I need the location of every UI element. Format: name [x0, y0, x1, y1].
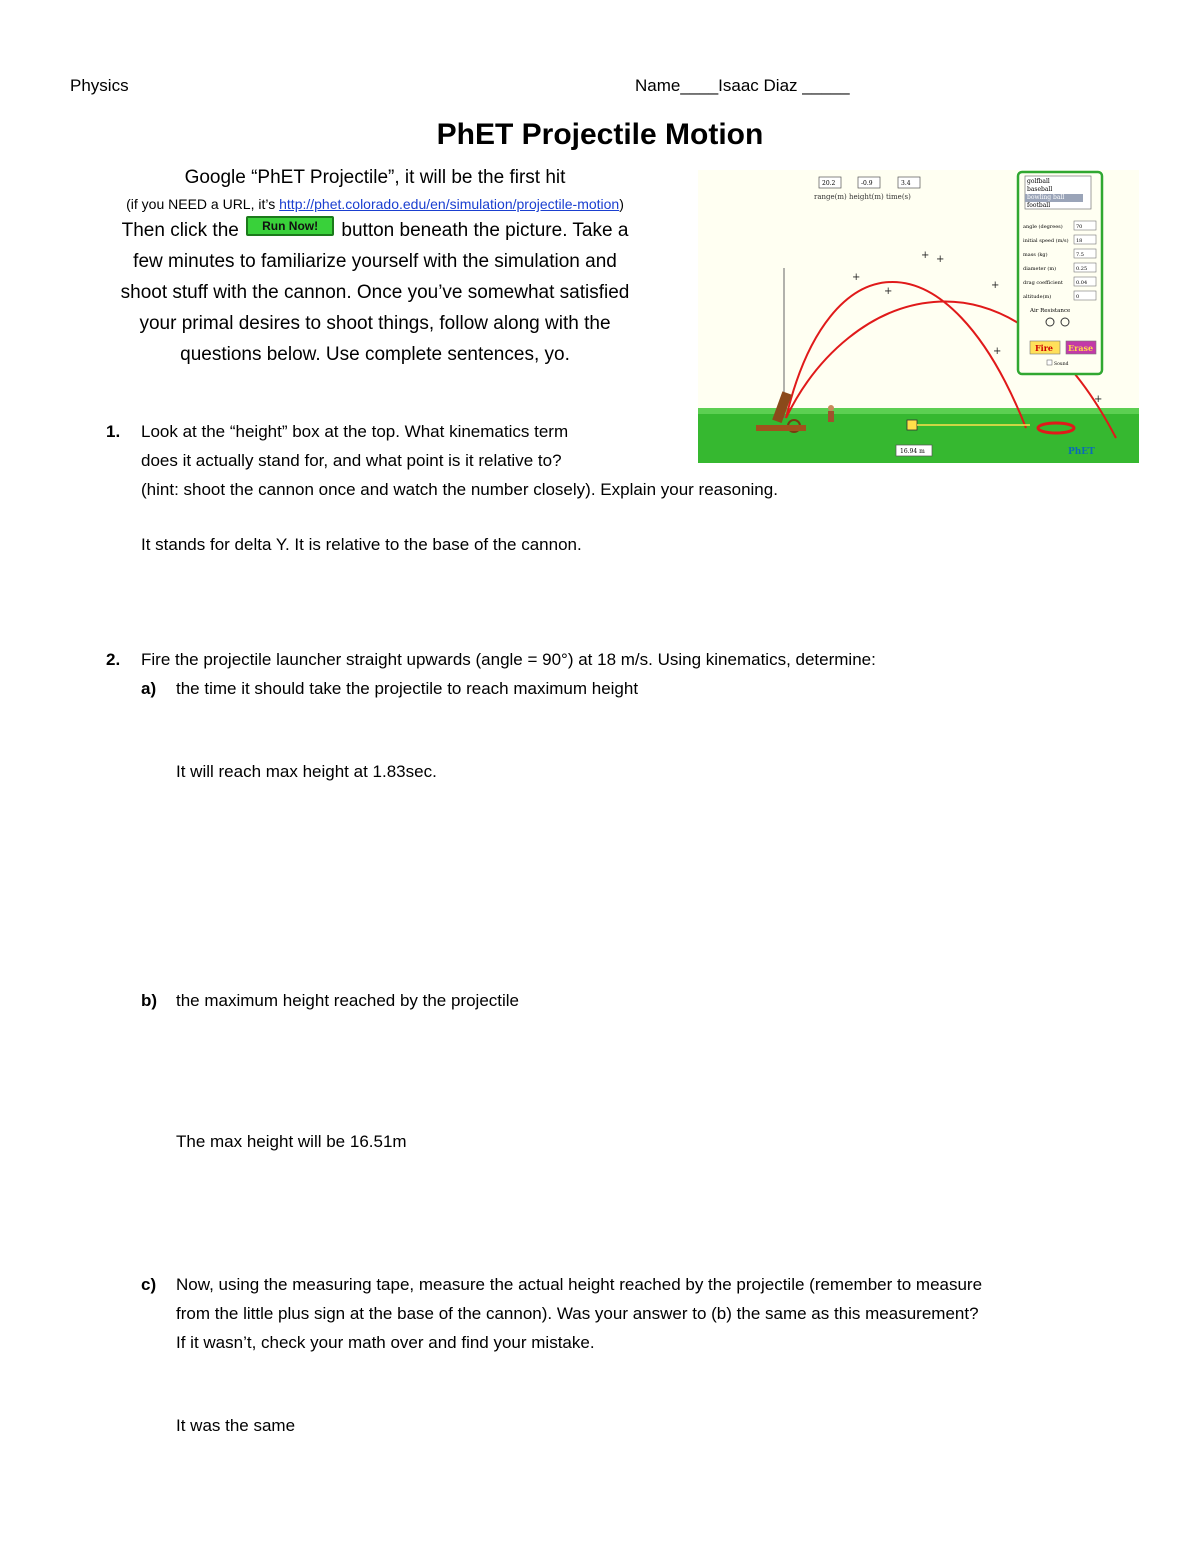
q1-number: 1.: [106, 422, 121, 441]
svg-text:+: +: [993, 346, 1002, 357]
q2b-text: the maximum height reached by the projectile: [176, 991, 520, 1010]
q1-line-1: Look at the “height” box at the top. What kinematics term: [141, 422, 569, 441]
param-value-mass: 7.5: [1076, 252, 1084, 258]
intro-line-6: your primal desires to shoot things, follow along with the: [139, 313, 611, 334]
projectile-golfball: golfball: [1027, 178, 1050, 185]
subject-label: Physics: [70, 76, 129, 95]
intro-line-4: few minutes to familiarize yourself with the simulation and: [133, 251, 617, 272]
q2b-answer: The max height will be 16.51m: [176, 1132, 407, 1151]
simulation-link[interactable]: http://phet.colorado.edu/en/simulation/projectile-motion: [279, 196, 620, 212]
param-label-angle: angle (degrees): [1023, 224, 1063, 230]
q1-text: [141, 417, 778, 504]
sound-checkbox: [1047, 360, 1052, 365]
person-figure: [828, 405, 834, 422]
intro-line-3: [70, 215, 680, 246]
tape-value: 16.94 m: [900, 448, 925, 455]
q2-text: Fire the projectile launcher straight upwards (angle = 90°) at 18 m/s. Using kinematics, determine:: [141, 650, 876, 669]
svg-text:+: +: [852, 272, 861, 283]
intro-line-7: questions below. Use complete sentences, yo.: [180, 344, 570, 365]
erase-label: Erase: [1068, 343, 1094, 353]
param-label-altitude: altitude(m): [1023, 294, 1052, 300]
q2a-answer: It will reach max height at 1.83sec.: [176, 762, 437, 781]
air-resistance-label: Air Resistance: [1030, 308, 1071, 314]
q2c-line-1: Now, using the measuring tape, measure the actual height reached by the projectile (remember to measure: [176, 1275, 983, 1294]
then-click-text: Then click the: [121, 220, 239, 241]
param-label-mass: mass (kg): [1023, 252, 1048, 258]
q2c-letter: c): [141, 1275, 157, 1294]
q2c-line-2: from the little plus sign at the base of the cannon). Was your answer to (b) the same as this measurement?: [176, 1304, 979, 1323]
run-now-button[interactable]: Run Now!: [246, 216, 334, 236]
param-value-speed: 18: [1076, 238, 1083, 244]
sound-label: Sound: [1054, 362, 1069, 367]
q2c-text: [176, 1270, 1166, 1357]
param-value-angle: 70: [1076, 224, 1083, 230]
phet-logo: PhET: [1068, 447, 1095, 457]
param-label-speed: initial speed (m/s): [1023, 238, 1069, 244]
time-value: 3.4: [901, 180, 911, 187]
intro-line-3-rest: button beneath the picture. Take a: [341, 220, 629, 241]
intro-line-1: Google “PhET Projectile”, it will be the first hit: [184, 167, 566, 188]
intro-block: [70, 162, 680, 370]
param-value-drag: 0.04: [1076, 280, 1088, 286]
q2c-answer: It was the same: [176, 1416, 296, 1435]
q2a-text: the time it should take the projectile to reach maximum height: [176, 679, 639, 698]
tape-handle: [907, 420, 917, 430]
projectile-football: football: [1027, 202, 1051, 209]
url-suffix: ): [619, 196, 624, 212]
svg-text:+: +: [884, 286, 893, 297]
url-prefix: (if you NEED a URL, it’s: [126, 196, 280, 212]
q1-line-3: (hint: shoot the cannon once and watch the number closely). Explain your reasoning.: [141, 480, 778, 499]
fire-label: Fire: [1035, 343, 1054, 353]
range-value: 20.2: [822, 180, 836, 187]
param-label-drag: drag coefficient: [1023, 280, 1063, 286]
q1-answer: It stands for delta Y. It is relative to the base of the cannon.: [141, 535, 582, 554]
height-value: -0.9: [861, 180, 873, 187]
svg-text:+: +: [1094, 394, 1103, 405]
intro-line-5: shoot stuff with the cannon. Once you’ve somewhat satisfied: [120, 282, 630, 303]
q2a-letter: a): [141, 679, 157, 698]
param-value-diameter: 0.25: [1076, 266, 1088, 272]
page-title: PhET Projectile Motion: [436, 118, 764, 151]
svg-text:+: +: [936, 254, 945, 265]
student-name: Name____Isaac Diaz _____: [635, 76, 850, 95]
q2b-letter: b): [141, 991, 158, 1010]
svg-text:+: +: [991, 280, 1000, 291]
param-value-altitude: 0: [1076, 294, 1080, 300]
intro-url-line: [70, 193, 680, 215]
projectile-bowling-ball: bowling ball: [1027, 194, 1065, 201]
readout-labels: range(m) height(m) time(s): [814, 193, 911, 201]
param-label-diameter: diameter (m): [1023, 266, 1057, 272]
q1-line-2: does it actually stand for, and what point is it relative to?: [141, 451, 562, 470]
projectile-baseball: baseball: [1027, 186, 1053, 193]
sim-horizon: [698, 408, 1139, 414]
q2-number: 2.: [106, 650, 121, 669]
q2c-line-3: If it wasn’t, check your math over and find your mistake.: [176, 1333, 595, 1352]
svg-text:+: +: [921, 250, 930, 261]
